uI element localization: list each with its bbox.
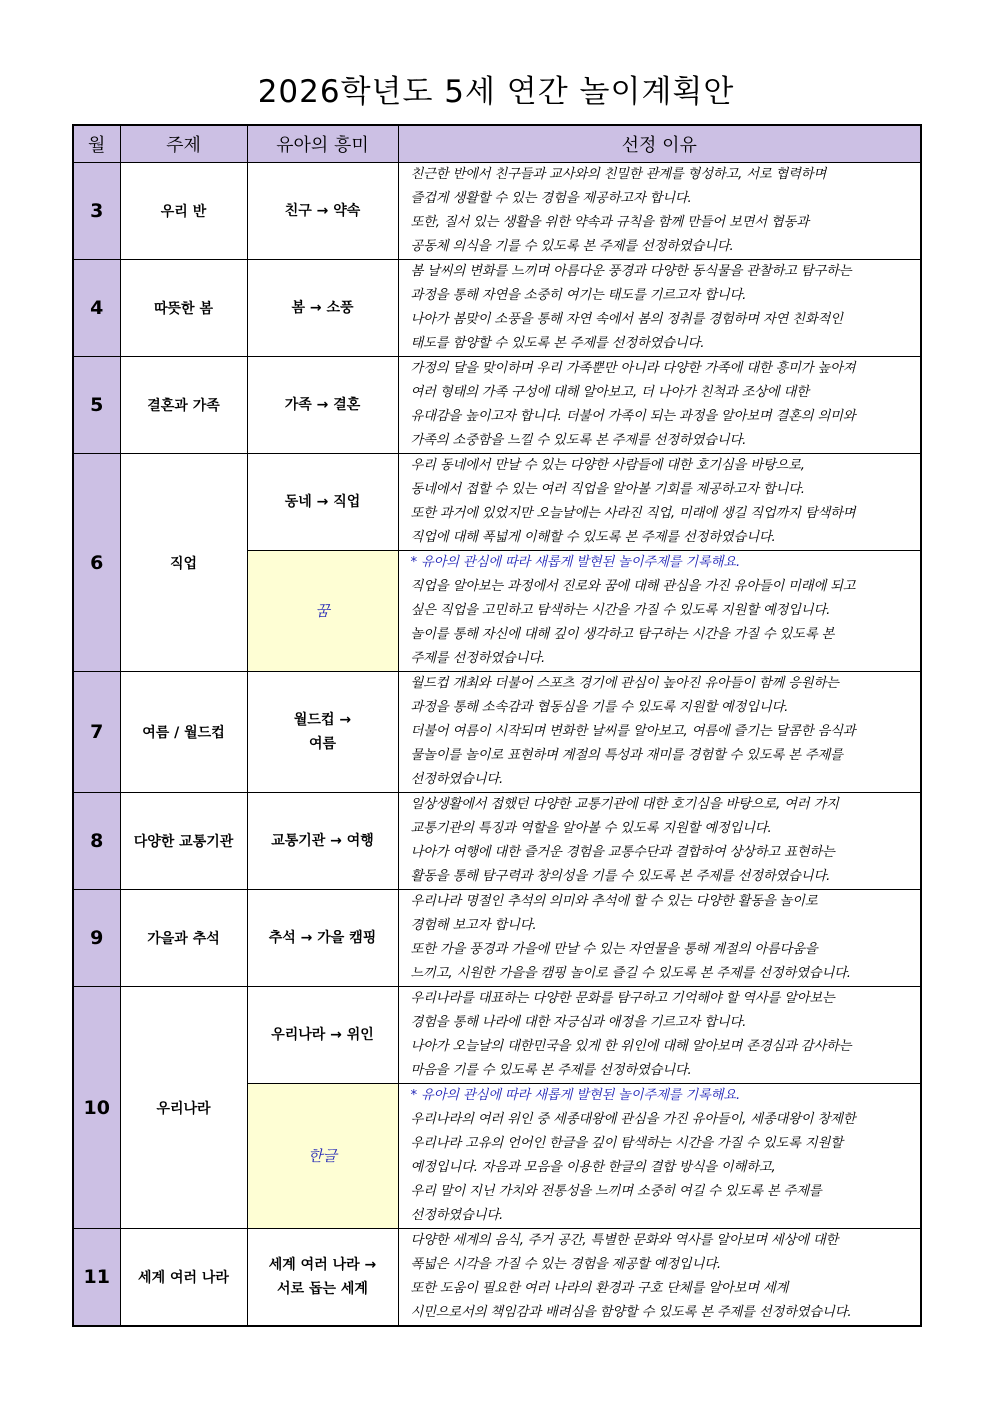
reason-line: 직업을 알아보는 과정에서 진로와 꿈에 대해 관심을 가진 유아들이 미래에 되고 bbox=[410, 579, 856, 594]
reason-line: 물놀이를 놀이로 표현하며 계절의 특성과 재미를 경험할 수 있도록 본 주제를 bbox=[410, 748, 843, 763]
table-row bbox=[73, 454, 921, 551]
reason-line: 나아가 봄맞이 소풍을 통해 자연 속에서 봄의 정취를 경험하며 자연 친화적인 bbox=[410, 312, 843, 327]
header-month: 월 bbox=[73, 125, 120, 163]
month-cell: 5 bbox=[73, 357, 120, 454]
reason-line: 유대감을 높이고자 합니다. 더불어 가족이 되는 과정을 알아보며 결혼의 의미와 bbox=[410, 409, 856, 424]
annual-plan-table bbox=[72, 124, 922, 1327]
month-cell: 11 bbox=[73, 1229, 120, 1327]
reason-line: 주제를 선정하였습니다. bbox=[410, 651, 546, 666]
reason-line: 봄 날씨의 변화를 느끼며 아름다운 풍경과 다양한 동식물을 관찰하고 탐구하는 bbox=[410, 264, 852, 279]
reason-line: 또한 도움이 필요한 여러 나라의 환경과 구호 단체를 알아보며 세계 bbox=[410, 1281, 789, 1296]
theme-cell: 따뜻한 봄 bbox=[120, 260, 247, 357]
interest-line: 여름 bbox=[308, 736, 337, 752]
reason-line: 더불어 여름이 시작되며 변화한 날씨를 알아보고, 여름에 즐기는 달콤한 음식과 bbox=[410, 724, 856, 739]
theme-cell: 가을과 추석 bbox=[120, 890, 247, 987]
reason-line: 우리나라의 여러 위인 중 세종대왕에 관심을 가진 유아들이, 세종대왕이 창제한 bbox=[410, 1112, 856, 1127]
reason-line: 또한 가을 풍경과 가을에 만날 수 있는 자연물을 통해 계절의 아름다움을 bbox=[410, 942, 818, 957]
reason-cell bbox=[398, 357, 921, 454]
reason-line: 선정하였습니다. bbox=[410, 772, 504, 787]
theme-cell: 다양한 교통기관 bbox=[120, 793, 247, 890]
reason-line: 직업에 대해 폭넓게 이해할 수 있도록 본 주제를 선정하였습니다. bbox=[410, 530, 776, 545]
reason-line: 마음을 기를 수 있도록 본 주제를 선정하였습니다. bbox=[410, 1063, 692, 1078]
reason-cell bbox=[398, 260, 921, 357]
month-cell: 9 bbox=[73, 890, 120, 987]
month-cell: 7 bbox=[73, 672, 120, 793]
reason-line: 놀이를 통해 자신에 대해 깊이 생각하고 탐구하는 시간을 가질 수 있도록 본 bbox=[410, 627, 835, 642]
table-row bbox=[73, 987, 921, 1084]
reason-line: 또한 과거에 있었지만 오늘날에는 사라진 직업, 미래에 생길 직업까지 탐색하며 bbox=[410, 506, 856, 521]
reason-line: 가족의 소중함을 느낄 수 있도록 본 주제를 선정하였습니다. bbox=[410, 433, 747, 448]
interest-cell bbox=[247, 672, 398, 793]
reason-cell bbox=[398, 672, 921, 793]
table-row bbox=[73, 890, 921, 987]
reason-line: 나아가 여행에 대한 즐거운 경험을 교통수단과 결합하여 상상하고 표현하는 bbox=[410, 845, 835, 860]
emergent-note: * 유아의 관심에 따라 새롭게 발현된 놀이주제를 기록해요. bbox=[410, 1088, 740, 1103]
reason-line: 폭넓은 시각을 가질 수 있는 경험을 제공할 예정입니다. bbox=[410, 1257, 721, 1272]
reason-line: 우리 말이 지닌 가치와 전통성을 느끼며 소중히 여길 수 있도록 본 주제를 bbox=[410, 1184, 822, 1199]
theme-cell: 우리 반 bbox=[120, 163, 247, 260]
reason-line: 시민으로서의 책임감과 배려심을 함양할 수 있도록 본 주제를 선정하였습니다. bbox=[410, 1305, 852, 1320]
reason-line: 태도를 함양할 수 있도록 본 주제를 선정하였습니다. bbox=[410, 336, 705, 351]
table-row bbox=[73, 1229, 921, 1327]
reason-line: 나아가 오늘날의 대한민국을 있게 한 위인에 대해 알아보며 존경심과 감사하는 bbox=[410, 1039, 852, 1054]
theme-cell: 세계 여러 나라 bbox=[120, 1229, 247, 1327]
reason-line: 느끼고, 시원한 가을을 캠핑 놀이로 즐길 수 있도록 본 주제를 선정하였습니다. bbox=[410, 966, 851, 981]
theme-cell: 결혼과 가족 bbox=[120, 357, 247, 454]
reason-line: 선정하였습니다. bbox=[410, 1208, 504, 1223]
reason-line: 예정입니다. 자음과 모음을 이용한 한글의 결합 방식을 이해하고, bbox=[410, 1160, 776, 1175]
table-row bbox=[73, 357, 921, 454]
reason-line: 우리나라 명절인 추석의 의미와 추석에 할 수 있는 다양한 활동을 놀이로 bbox=[410, 894, 818, 909]
reason-cell bbox=[398, 551, 921, 672]
header-row bbox=[73, 125, 921, 163]
emergent-interest-cell: 꿈 bbox=[247, 551, 398, 672]
table-row bbox=[73, 672, 921, 793]
emergent-note: * 유아의 관심에 따라 새롭게 발현된 놀이주제를 기록해요. bbox=[410, 555, 740, 570]
reason-line: 친근한 반에서 친구들과 교사와의 친밀한 관계를 형성하고, 서로 협력하며 bbox=[410, 167, 827, 182]
reason-line: 일상생활에서 접했던 다양한 교통기관에 대한 호기심을 바탕으로, 여러 가지 bbox=[410, 797, 839, 812]
interest-cell: 친구 → 약속 bbox=[247, 163, 398, 260]
month-cell: 10 bbox=[73, 987, 120, 1229]
reason-line: 과정을 통해 소속감과 협동심을 기를 수 있도록 지원할 예정입니다. bbox=[410, 700, 789, 715]
reason-cell bbox=[398, 793, 921, 890]
reason-line: 활동을 통해 탐구력과 창의성을 기를 수 있도록 본 주제를 선정하였습니다. bbox=[410, 869, 831, 884]
reason-cell bbox=[398, 1084, 921, 1229]
interest-cell: 동네 → 직업 bbox=[247, 454, 398, 551]
table-row bbox=[73, 793, 921, 890]
reason-cell bbox=[398, 163, 921, 260]
reason-line: 교통기관의 특징과 역할을 알아볼 수 있도록 지원할 예정입니다. bbox=[410, 821, 772, 836]
reason-line: 우리나라 고유의 언어인 한글을 깊이 탐색하는 시간을 가질 수 있도록 지원할 bbox=[410, 1136, 843, 1151]
reason-line: 경험해 보고자 합니다. bbox=[410, 918, 537, 933]
month-cell: 6 bbox=[73, 454, 120, 672]
reason-line: 다양한 세계의 음식, 주거 공간, 특별한 문화와 역사를 알아보며 세상에 대한 bbox=[410, 1233, 839, 1248]
table-row bbox=[73, 163, 921, 260]
header-reason: 선정 이유 bbox=[398, 125, 921, 163]
header-theme: 주제 bbox=[120, 125, 247, 163]
reason-line: 또한, 질서 있는 생활을 위한 약속과 규칙을 함께 만들어 보면서 협동과 bbox=[410, 215, 809, 230]
reason-line: 경험을 통해 나라에 대한 자긍심과 애정을 기르고자 합니다. bbox=[410, 1015, 747, 1030]
reason-cell bbox=[398, 454, 921, 551]
month-cell: 8 bbox=[73, 793, 120, 890]
reason-line: 우리나라를 대표하는 다양한 문화를 탐구하고 기억해야 할 역사를 알아보는 bbox=[410, 991, 835, 1006]
interest-cell bbox=[247, 1229, 398, 1327]
interest-line: 월드컵 → bbox=[293, 712, 352, 728]
reason-line: 싶은 직업을 고민하고 탐색하는 시간을 가질 수 있도록 지원할 예정입니다. bbox=[410, 603, 831, 618]
reason-line: 가정의 달을 맞이하며 우리 가족뿐만 아니라 다양한 가족에 대한 흥미가 높아져 bbox=[410, 361, 856, 376]
reason-cell bbox=[398, 890, 921, 987]
header-interest: 유아의 흥미 bbox=[247, 125, 398, 163]
emergent-interest-cell: 한글 bbox=[247, 1084, 398, 1229]
reason-cell bbox=[398, 987, 921, 1084]
interest-cell: 봄 → 소풍 bbox=[247, 260, 398, 357]
interest-cell: 추석 → 가을 캠핑 bbox=[247, 890, 398, 987]
month-cell: 3 bbox=[73, 163, 120, 260]
interest-line: 서로 돕는 세계 bbox=[277, 1281, 368, 1297]
theme-cell: 우리나라 bbox=[120, 987, 247, 1229]
month-cell: 4 bbox=[73, 260, 120, 357]
reason-line: 여러 형태의 가족 구성에 대해 알아보고, 더 나아가 친척과 조상에 대한 bbox=[410, 385, 809, 400]
reason-line: 동네에서 접할 수 있는 여러 직업을 알아볼 기회를 제공하고자 합니다. bbox=[410, 482, 805, 497]
table-row bbox=[73, 260, 921, 357]
theme-cell: 직업 bbox=[120, 454, 247, 672]
reason-cell bbox=[398, 1229, 921, 1327]
reason-line: 월드컵 개최와 더불어 스포츠 경기에 관심이 높아진 유아들이 함께 응원하는 bbox=[410, 676, 839, 691]
interest-cell: 교통기관 → 여행 bbox=[247, 793, 398, 890]
interest-cell: 우리나라 → 위인 bbox=[247, 987, 398, 1084]
reason-line: 즐겁게 생활할 수 있는 경험을 제공하고자 합니다. bbox=[410, 191, 692, 206]
interest-line: 세계 여러 나라 → bbox=[268, 1257, 377, 1273]
page-title: 2026학년도 5세 연간 놀이계획안 bbox=[257, 74, 735, 110]
reason-line: 공동체 의식을 기를 수 있도록 본 주제를 선정하였습니다. bbox=[410, 239, 734, 254]
theme-cell: 여름 / 월드컵 bbox=[120, 672, 247, 793]
reason-line: 우리 동네에서 만날 수 있는 다양한 사람들에 대한 호기심을 바탕으로, bbox=[410, 458, 805, 473]
interest-cell: 가족 → 결혼 bbox=[247, 357, 398, 454]
reason-line: 과정을 통해 자연을 소중히 여기는 태도를 기르고자 합니다. bbox=[410, 288, 747, 303]
